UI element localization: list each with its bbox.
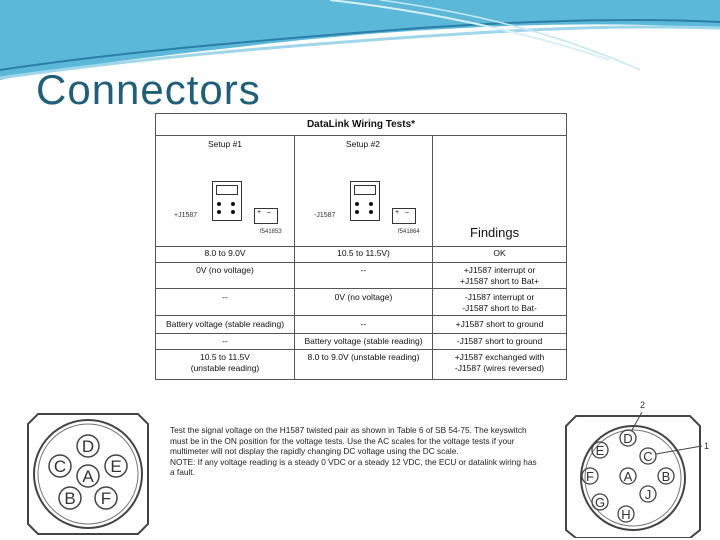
datalink-wiring-table	[155, 113, 567, 380]
six-pin-connector-diagram	[24, 410, 152, 538]
table-cell: Battery voltage (stable reading)	[165, 319, 285, 329]
pin-label: D	[623, 431, 633, 446]
table-cell: +J1587 exchanged with	[454, 352, 545, 362]
page-title: Connectors	[36, 66, 261, 113]
nine-pin-connector-diagram	[562, 398, 712, 538]
pin-label: E	[595, 443, 605, 458]
row-divider	[156, 315, 566, 316]
setup2-figure-id: f541864	[398, 229, 420, 235]
table-cell: +J1587 short to Bat+	[460, 276, 539, 286]
note-line: multimeter will not display the rapidly changing DC voltage using the DC scale.	[170, 446, 459, 456]
note-line: a fault.	[170, 467, 195, 477]
callout-label: 1	[704, 441, 710, 451]
pin-label: J	[644, 487, 652, 502]
note-line: NOTE: If any voltage reading is a steady 0 VDC or a steady 12 VDC, the ECU or datalink wiring has	[170, 456, 537, 467]
row-divider	[156, 349, 566, 350]
table-cell: -J1587 (wires reversed)	[454, 363, 545, 373]
row-divider	[156, 246, 566, 247]
row-divider	[156, 333, 566, 334]
multimeter-icon	[350, 181, 380, 221]
pin-label: B	[661, 469, 671, 484]
table-cell: -J1587 interrupt or	[464, 292, 535, 302]
table-cell: --	[222, 336, 228, 346]
table-title: DataLink Wiring Tests*	[156, 114, 566, 136]
table-cell: --	[360, 319, 367, 329]
setup1-header: Setup #1	[208, 139, 243, 149]
pin-label: D	[81, 437, 95, 456]
pin-label: C	[643, 449, 653, 464]
note-line: Test the signal voltage on the H1587 twisted pair as shown in Table 6 of SB 54-75. The keyswitch	[170, 425, 527, 435]
table-cell: 0V (no voltage)	[334, 292, 393, 302]
pin-label: G	[594, 495, 606, 510]
setup1-figure-id: f541853	[260, 229, 282, 235]
pin-label: E	[110, 457, 122, 476]
findings-header: Findings	[470, 225, 520, 240]
pin-label: B	[64, 489, 76, 508]
table-cell: 8.0 to 9.0V	[204, 248, 246, 258]
battery-icon: + –	[392, 208, 416, 224]
pin-label: A	[82, 467, 94, 486]
multimeter-icon	[212, 181, 242, 221]
pin-label: H	[621, 507, 631, 522]
table-cell: OK	[493, 248, 506, 258]
callout-label: 2	[640, 400, 646, 410]
pin-label: F	[586, 469, 594, 484]
test-instructions	[170, 425, 562, 478]
setup2-label: -J1587	[314, 212, 336, 219]
battery-icon: + –	[254, 208, 278, 224]
table-cell: 10.5 to 11.5V	[200, 352, 250, 362]
row-divider	[156, 288, 566, 289]
table-cell: +J1587 short to ground	[455, 319, 544, 329]
table-cell: -J1587 short to Bat-	[462, 303, 537, 313]
table-cell: --	[222, 292, 228, 302]
setup2-header: Setup #2	[346, 139, 381, 149]
table-cell: +J1587 interrupt or	[463, 265, 536, 275]
table-cell: --	[360, 265, 367, 275]
table-cell: (unstable reading)	[190, 363, 260, 373]
table-cell: 8.0 to 9.0V (unstable reading)	[307, 352, 420, 362]
table-cell: 10.5 to 11.5V)	[337, 248, 390, 258]
table-cell: -J1587 short to ground	[456, 336, 543, 346]
row-divider	[156, 262, 566, 263]
pin-label: A	[623, 469, 633, 484]
pin-label: C	[53, 457, 67, 476]
table-cell: Battery voltage (stable reading)	[304, 336, 423, 346]
note-line: must be in the ON position for the voltage tests. Use the AC scales for the voltage tests if your	[170, 435, 515, 446]
pin-label: F	[100, 489, 112, 508]
table-cell: 0V (no voltage)	[196, 265, 254, 275]
setup1-label: +J1587	[174, 212, 198, 219]
